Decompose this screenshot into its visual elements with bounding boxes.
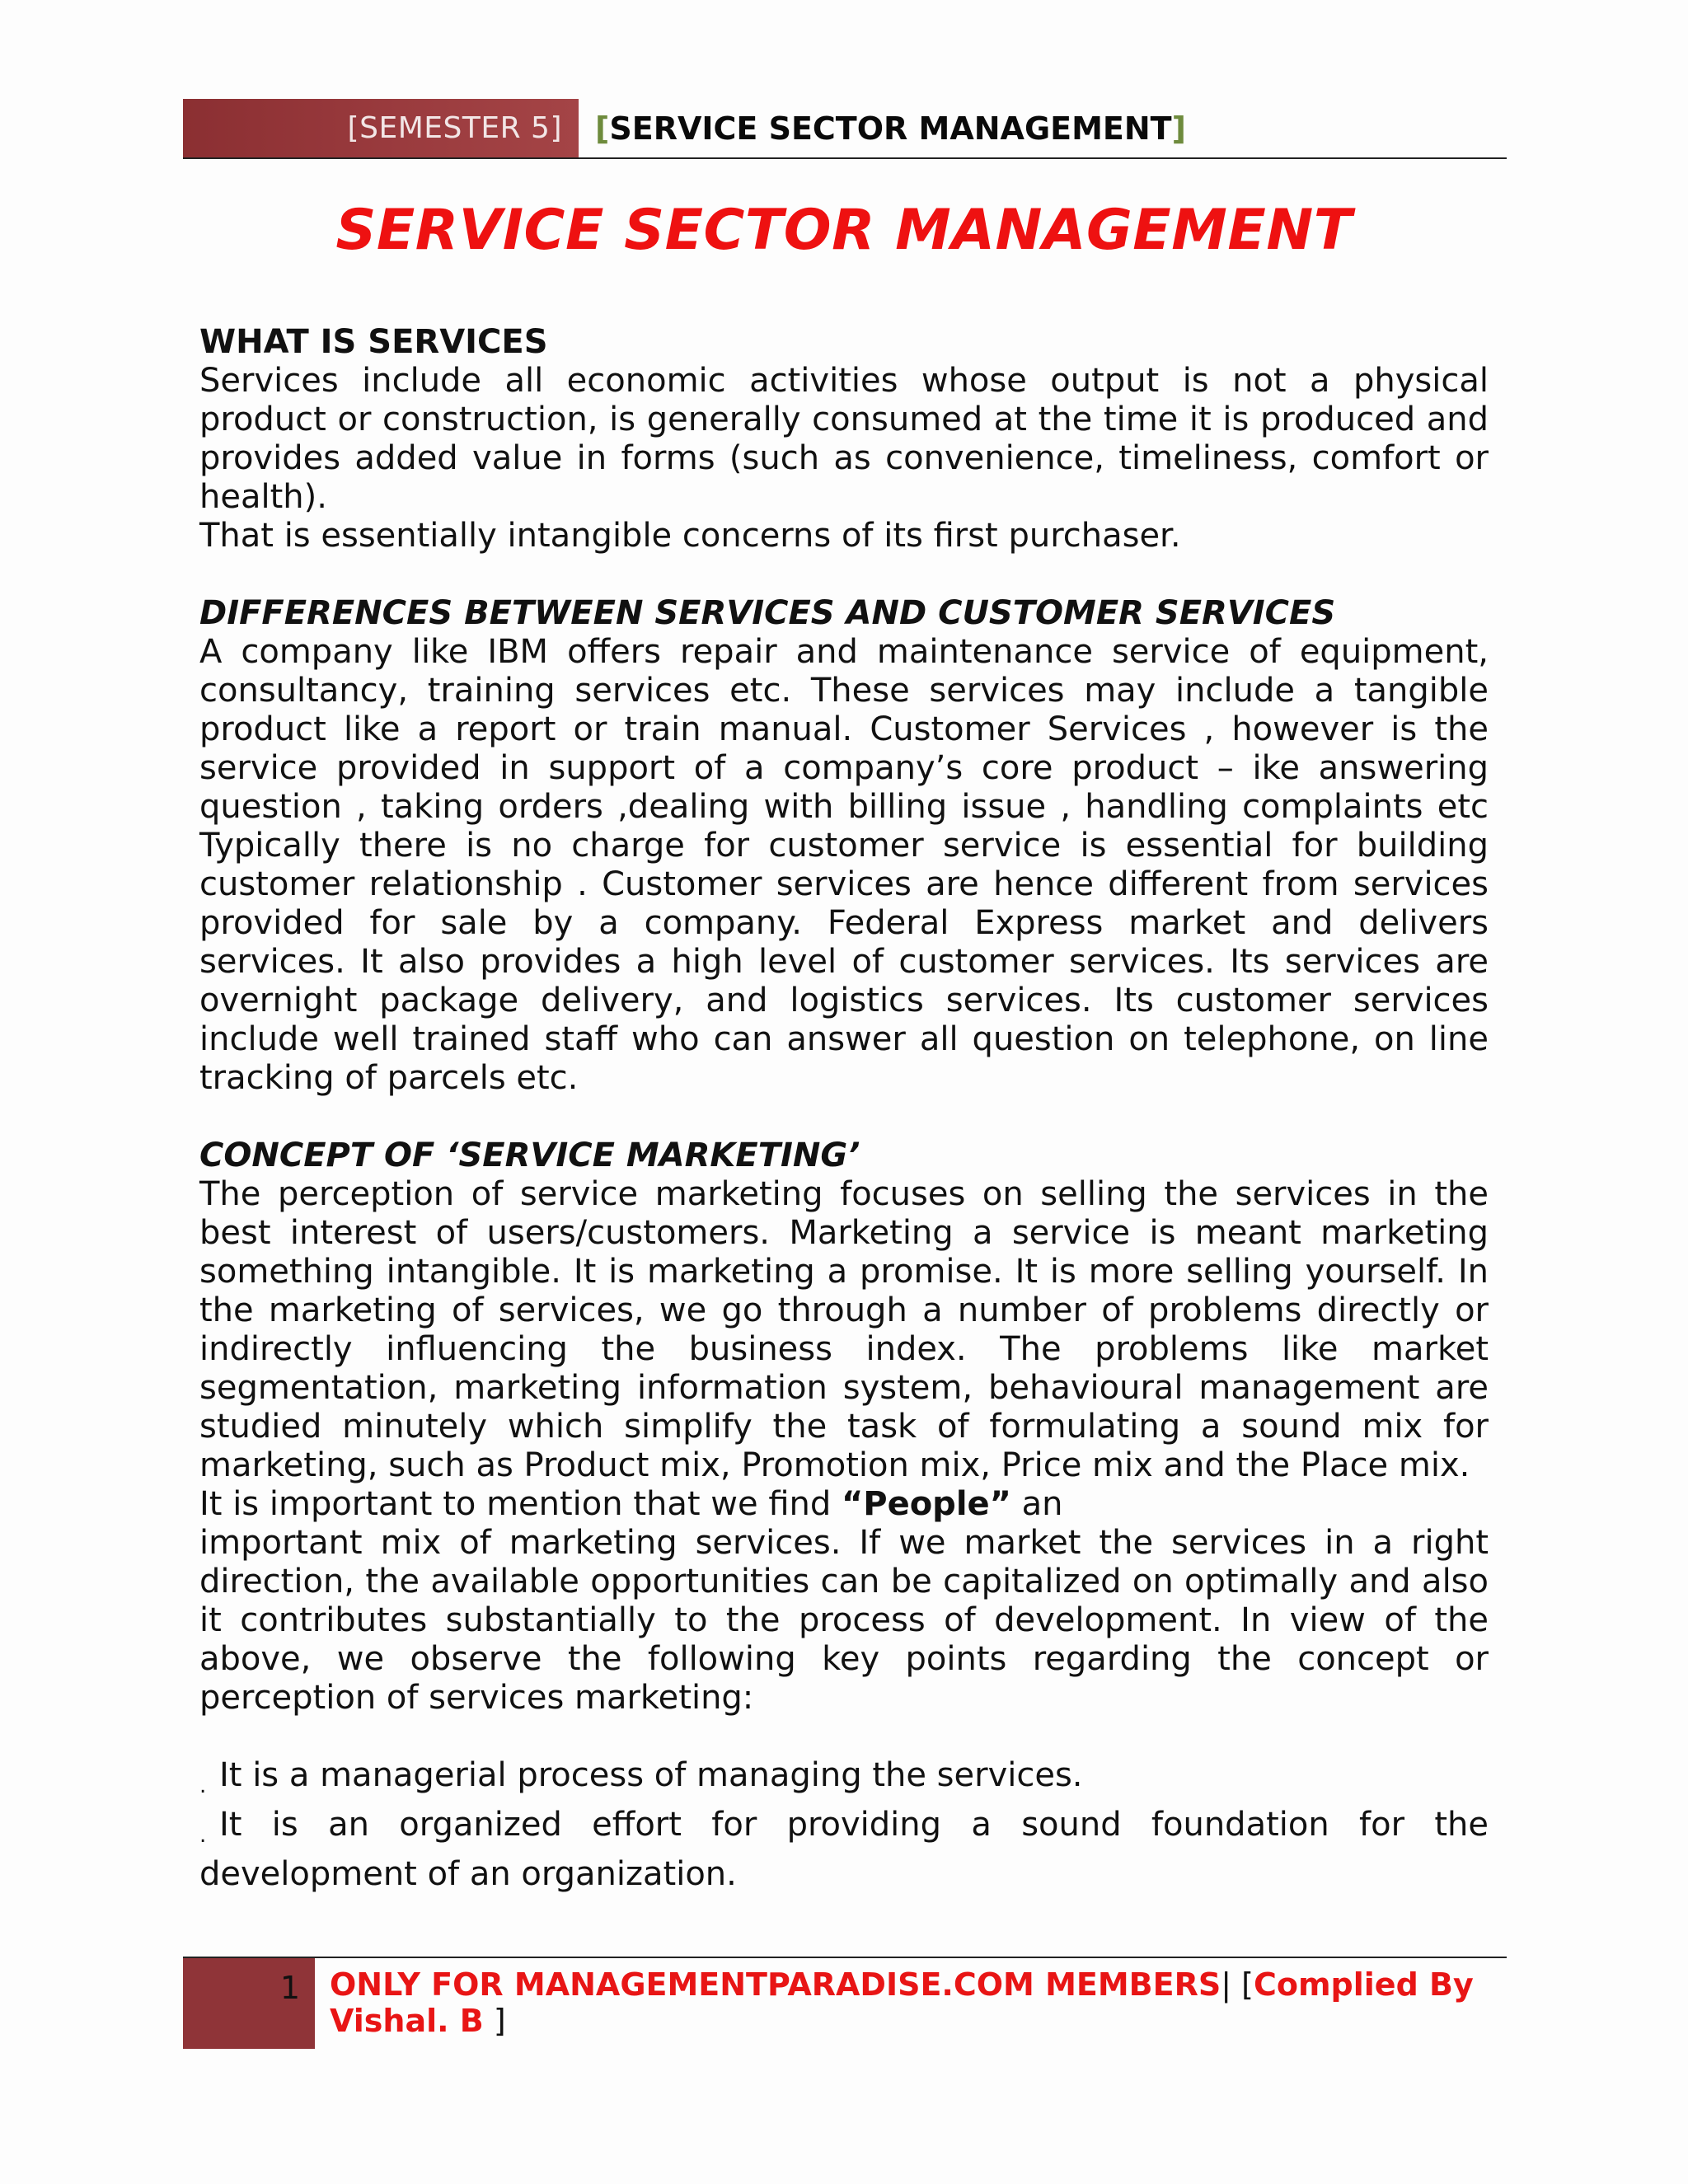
footer-text	[330, 1966, 1500, 2039]
people-line-post: an	[1010, 1485, 1063, 1523]
footer-close-bracket: ]	[483, 2003, 506, 2039]
header-course: SERVICE SECTOR MANAGEMENT	[609, 110, 1172, 147]
people-line-pre: It is important to mention that we find	[199, 1485, 842, 1523]
section-what-paragraph: Services include all economic activities whose output is not a physical product or construction, is generally consumed at the time it is produced and provides added value in forms (such as convenience, timeliness, comfort or health).	[199, 362, 1489, 516]
bullet-item	[199, 1756, 1489, 1806]
section-differences-paragraph: A company like IBM offers repair and maintenance service of equipment, consultancy, training services etc. These services may include a tangible product like a report or train manual. Customer Services , however is the service provided in support of a company’s core product – ike answering question , taking orders ,dealing with billing issue , handling complaints etc Typically there is no charge for customer service is essential for building customer relationship . Customer services are hence different from services provided for sale by a company. Federal Express market and delivers services. It also provides a high level of customer services. Its services are overnight package delivery, and logistics services. Its customer services include well trained staff who can answer all question on telephone, on line tracking of parcels etc.	[199, 633, 1489, 1097]
bullet-text: It is an organized effort for providing a sound foundation for the development of an organization.	[199, 1806, 1489, 1893]
bullet-dot-icon: .	[199, 1774, 207, 1798]
footer-page-band	[183, 1958, 315, 2049]
header-semester: [SEMESTER 5]	[347, 111, 562, 145]
bullet-dot-icon: .	[199, 1823, 207, 1848]
page-title: SERVICE SECTOR MANAGEMENT	[335, 198, 1353, 263]
header-open-bracket: [	[595, 110, 610, 147]
section-concept-paragraph-3: important mix of marketing services. If we market the services in a right direction, the available opportunities can be capitalized on optimally and also it contributes substantially to the process of development. In view of the above, we observe the following key points regarding the concept or perception of services marketing:	[199, 1524, 1489, 1717]
header-close-bracket: ]	[1171, 110, 1186, 147]
section-heading-concept: CONCEPT OF ‘SERVICE MARKETING’	[199, 1137, 860, 1174]
bullet-item	[199, 1806, 1489, 1894]
section-heading-what: WHAT IS SERVICES	[199, 323, 548, 361]
people-emphasis: “People”	[841, 1485, 1011, 1523]
footer-divider	[183, 1957, 1507, 1958]
section-concept-paragraph: The perception of service marketing focuses on selling the services in the best interest of users/customers. Marketing a service is meant marketing something intangible. It is marketing a promise. It is more selling yourself. In the marketing of services, we go through a number of problems directly or indirectly influencing the business index. The problems like market segmentation, marketing information system, behavioural management are studied minutely which simplify the task of formulating a sound mix for marketing, such as Product mix, Promotion mix, Price mix and the Place mix.	[199, 1175, 1489, 1484]
footer-compiled-text: Complied By Vishal. B	[330, 1966, 1474, 2039]
document-body	[199, 323, 1489, 1894]
section-heading-differences: DIFFERENCES BETWEEN SERVICES AND CUSTOMER SERVICES	[199, 594, 1336, 632]
footer-separator: | [	[1221, 1966, 1254, 2003]
header-course-title	[595, 99, 1186, 158]
header-semester-band	[183, 99, 579, 158]
section-concept-people-line	[199, 1485, 1489, 1524]
bullet-text: It is a managerial process of managing the services.	[219, 1756, 1083, 1794]
header-divider	[183, 157, 1507, 159]
footer-members-text: ONLY FOR MANAGEMENTPARADISE.COM MEMBERS	[330, 1966, 1221, 2003]
section-what-paragraph-2: That is essentially intangible concerns of its first purchaser.	[199, 517, 1181, 555]
page-number: 1	[279, 1970, 300, 2006]
